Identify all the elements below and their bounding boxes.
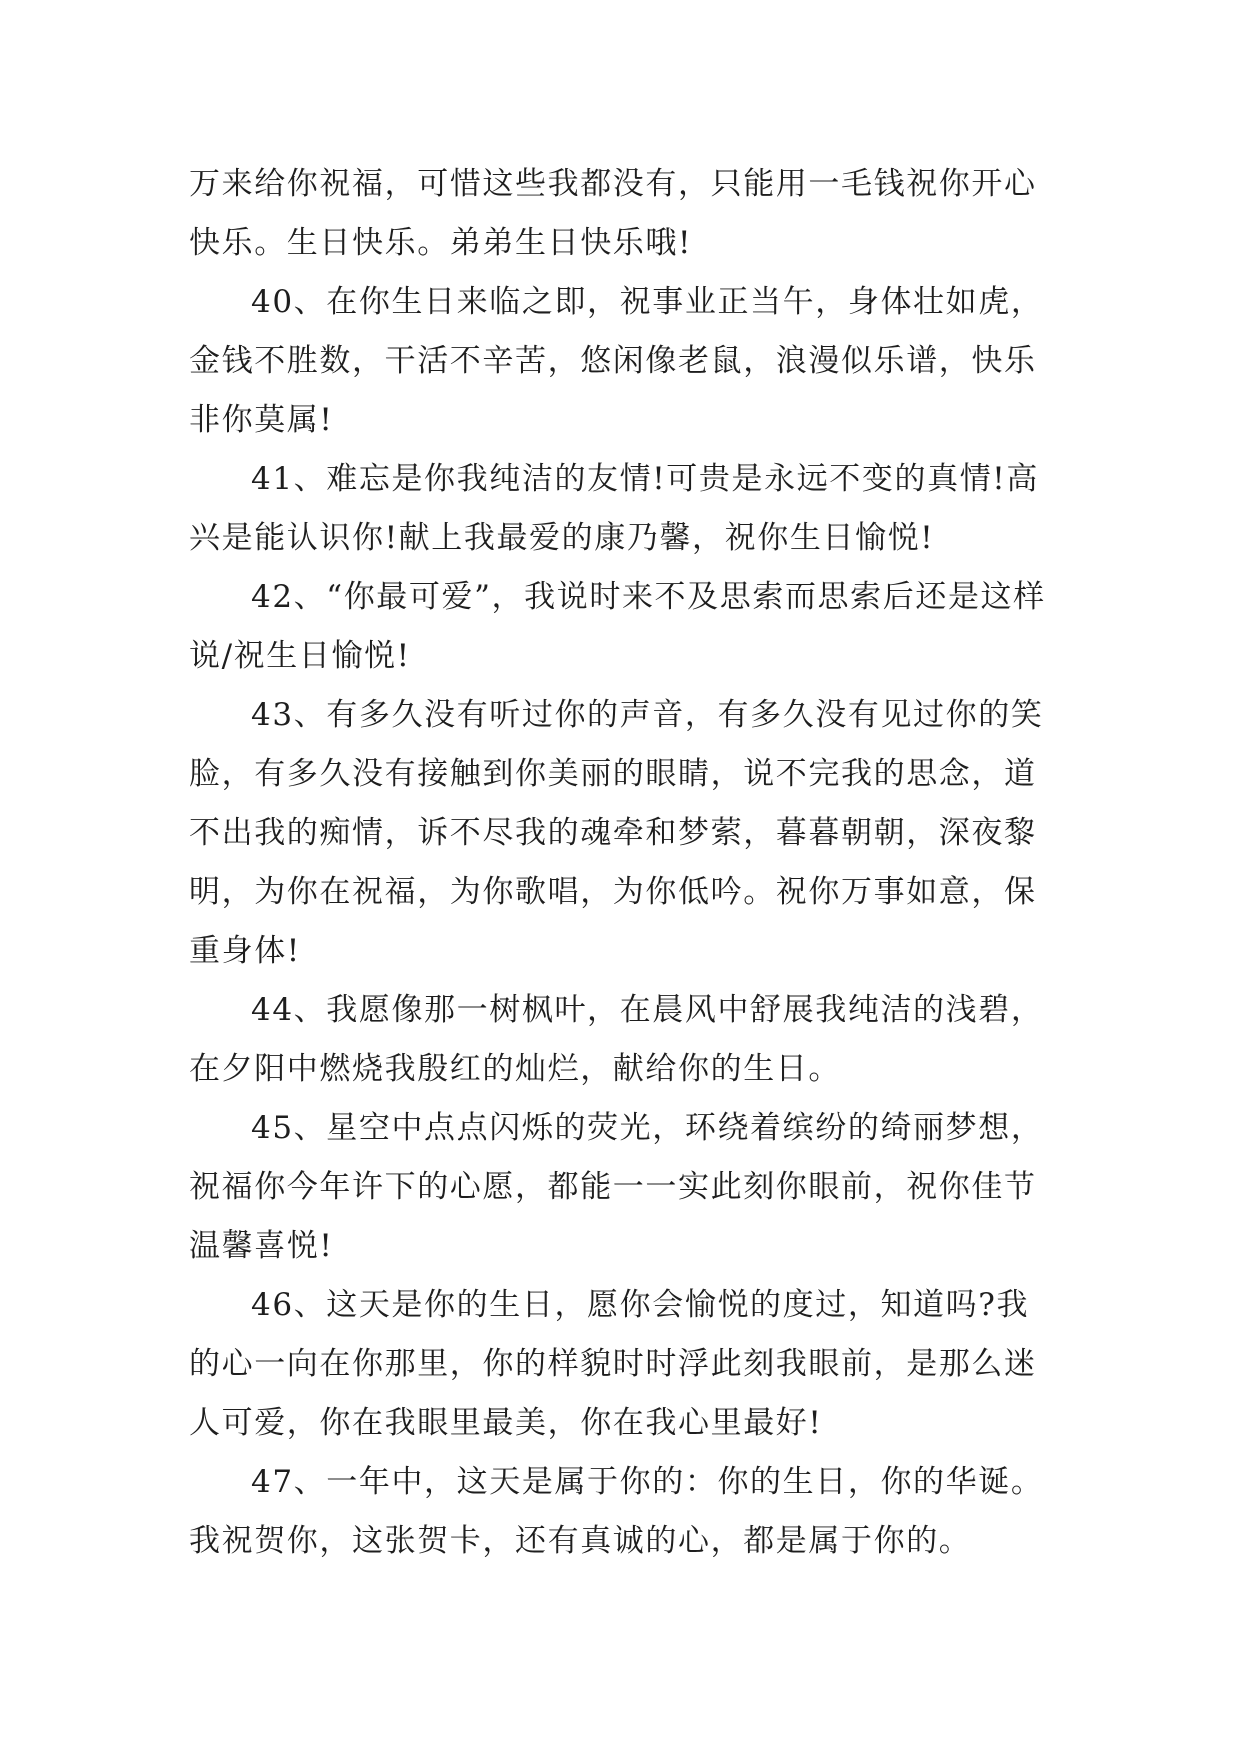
paragraph-41-first-line: 41、难忘是你我纯洁的友情!可贵是永远不变的真情!高: [251, 461, 1039, 497]
paragraph-46-first-line: 46、这天是你的生日，愿你会愉悦的度过，知道吗?我: [251, 1287, 1030, 1323]
text-line: 说/祝生日愉悦!: [189, 638, 411, 674]
text-line: 温馨喜悦!: [189, 1228, 334, 1264]
paragraph-45-first-line: 45、星空中点点闪烁的荧光，环绕着缤纷的绮丽梦想，: [251, 1110, 1044, 1146]
text-line: 的心一向在你那里，你的样貌时时浮此刻我眼前，是那么迷: [189, 1346, 1037, 1382]
paragraph-47-first-line: 47、一年中，这天是属于你的：你的生日，你的华诞。: [251, 1464, 1044, 1500]
text-line: 祝福你今年许下的心愿，都能一一实此刻你眼前，祝你佳节: [189, 1169, 1037, 1205]
text-line: 明，为你在祝福，为你歌唱，为你低吟。祝你万事如意，保: [189, 874, 1037, 910]
text-line: 金钱不胜数，干活不辛苦，悠闲像老鼠，浪漫似乐谱，快乐: [189, 343, 1037, 379]
paragraph-44-first-line: 44、我愿像那一树枫叶，在晨风中舒展我纯洁的浅碧，: [251, 992, 1044, 1028]
text-line: 万来给你祝福，可惜这些我都没有，只能用一毛钱祝你开心: [189, 166, 1037, 202]
text-line: 人可爱，你在我眼里最美，你在我心里最好!: [189, 1405, 823, 1441]
text-line: 不出我的痴情，诉不尽我的魂牵和梦萦，暮暮朝朝，深夜黎: [189, 815, 1037, 851]
text-line: 脸，有多久没有接触到你美丽的眼睛，说不完我的思念，道: [189, 756, 1037, 792]
paragraph-42-first-line: 42、“你最可爱”，我说时来不及思索而思索后还是这样: [251, 579, 1046, 615]
text-line: 非你莫属!: [189, 402, 334, 438]
text-line: 我祝贺你，这张贺卡，还有真诚的心，都是属于你的。: [189, 1523, 972, 1559]
paragraph-43-first-line: 43、有多久没有听过你的声音，有多久没有见过你的笑: [251, 697, 1044, 733]
paragraph-40-first-line: 40、在你生日来临之即，祝事业正当午，身体壮如虎，: [251, 284, 1044, 320]
text-line: 在夕阳中燃烧我殷红的灿烂，献给你的生日。: [189, 1051, 841, 1087]
text-line: 重身体!: [189, 933, 301, 969]
text-line: 兴是能认识你!献上我最爱的康乃馨，祝你生日愉悦!: [189, 520, 935, 556]
text-line: 快乐。生日快乐。弟弟生日快乐哦!: [189, 225, 693, 261]
